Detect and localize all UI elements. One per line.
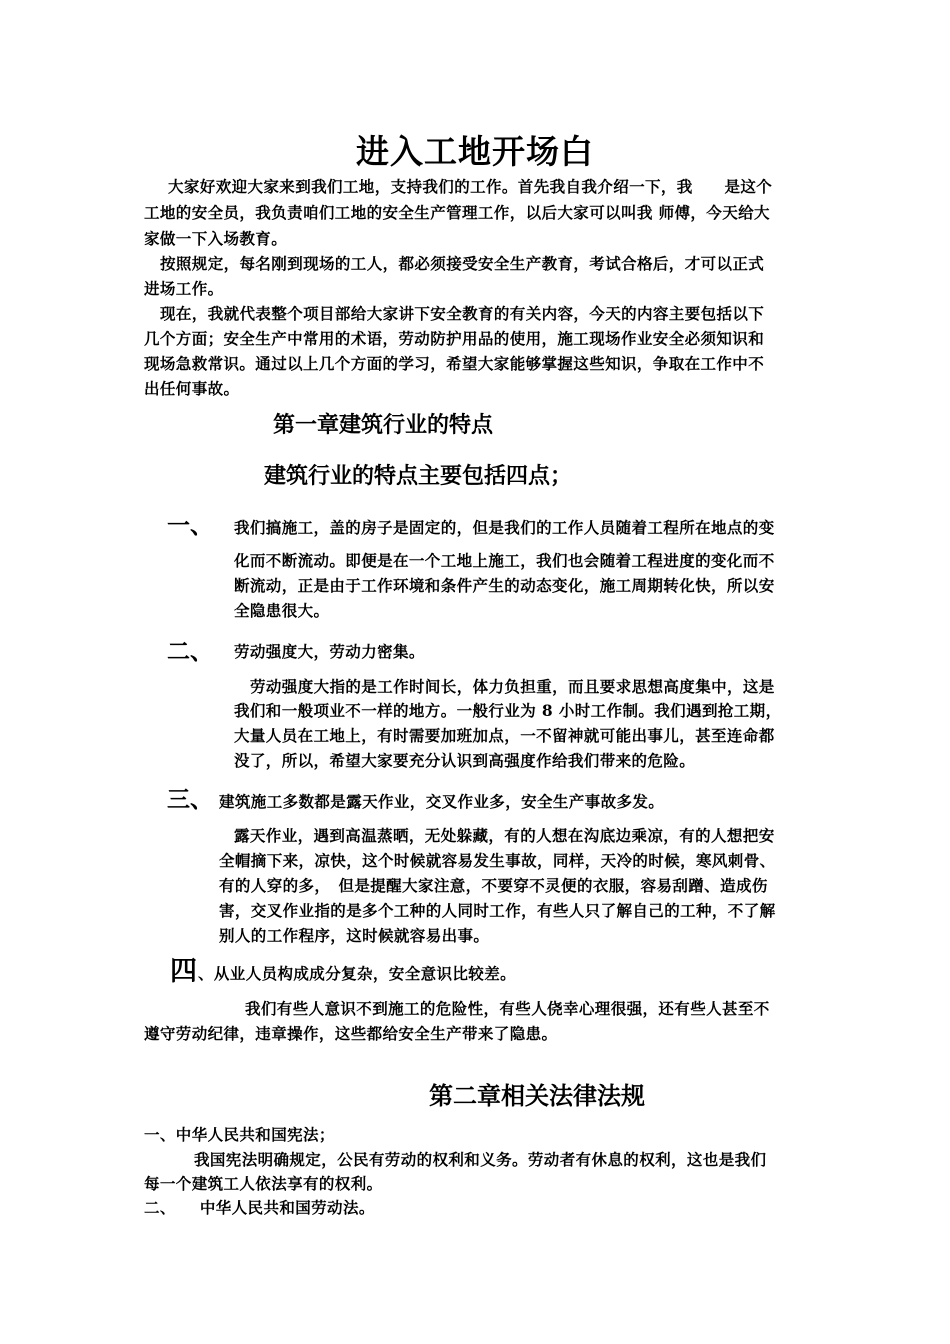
item-line: 我们和一般项业不一样的地方。一般行业为 8 小时工作制。我们遇到抢工期， xyxy=(234,701,782,720)
item-number: 二、 xyxy=(167,638,213,665)
law-heading: 二、 中华人民共和国劳动法。 xyxy=(144,1198,375,1217)
item-number: 四 xyxy=(170,956,197,987)
intro-line: 大家好欢迎大家来到我们工地，支持我们的工作。首先我自我介绍一下，我 是这个 xyxy=(168,177,773,196)
intro-line: 家做一下入场教育。 xyxy=(144,229,288,248)
item-line: 有的人穿的多， 但是提醒大家注意，不要穿不灵便的衣服，容易刮蹭、造成伤 xyxy=(219,876,768,895)
item-line: 大量人员在工地上，有时需要加班加点，一不留神就可能出事儿，甚至连命都 xyxy=(234,726,775,745)
item-heading: 、从业人员构成成分复杂，安全意识比较差。 xyxy=(198,964,517,983)
item-line: 别人的工作程序，这时候就容易出事。 xyxy=(219,926,490,945)
item-line: 没了，所以，希望大家要充分认识到高强度作给我们带来的危险。 xyxy=(234,751,696,770)
law-line: 我国宪法明确规定，公民有劳动的权利和义务。劳动者有休息的权利，这也是我们 xyxy=(194,1150,767,1169)
item-line: 断流动，正是由于工作环境和条件产生的动态变化，施工周期转化快，所以安 xyxy=(234,576,775,595)
item-heading: 建筑施工多数都是露天作业，交叉作业多，安全生产事故多发。 xyxy=(219,792,665,811)
intro-line: 工地的安全员，我负责咱们工地的安全生产管理工作，以后大家可以叫我 师傅，今天给大 xyxy=(144,203,770,222)
item-line: 全隐患很大。 xyxy=(234,601,330,620)
law-line: 每一个建筑工人依法享有的权利。 xyxy=(144,1174,383,1193)
intro-line: 进场工作。 xyxy=(144,279,224,298)
intro-line: 现在，我就代表整个项目部给大家讲下安全教育的有关内容，今天的内容主要包括以下 xyxy=(160,304,765,323)
item-line: 我们搞施工，盖的房子是固定的，但是我们的工作人员随着工程所在地点的变 xyxy=(234,518,775,537)
item-number: 三、 xyxy=(167,786,213,813)
item-line: 害，交叉作业指的是多个工种的人同时工作，有些人只了解自己的工种，不了解 xyxy=(219,901,776,920)
document-title: 进入工地开场白 xyxy=(356,132,594,171)
intro-line: 现场急救常识。通过以上几个方面的学习，希望大家能够掌握这些知识，争取在工作中不 xyxy=(144,354,765,373)
item-line: 全帽摘下来，凉快，这个时候就容易发生事故，同样，天冷的时候，寒风刺骨、 xyxy=(219,851,776,870)
item-line: 遵守劳动纪律，违章操作，这些都给安全生产带来了隐患。 xyxy=(144,1024,558,1043)
item-heading: 劳动强度大，劳动力密集。 xyxy=(234,642,425,661)
law-heading: 一、中华人民共和国宪法； xyxy=(144,1125,335,1144)
intro-line: 出任何事故。 xyxy=(144,379,240,398)
intro-line: 几个方面；安全生产中常用的术语，劳动防护用品的使用，施工现场作业安全必须知识和 xyxy=(144,329,765,348)
item-line: 劳动强度大指的是工作时间长，体力负担重，而且要求思想高度集中，这是 xyxy=(250,677,775,696)
intro-line: 按照规定，每名刚到现场的工人，都必须接受安全生产教育，考试合格后，才可以正式 xyxy=(160,254,765,273)
chapter-subheading: 建筑行业的特点主要包括四点； xyxy=(264,463,573,489)
item-number: 一、 xyxy=(167,512,213,539)
item-line: 露天作业，遇到高温蒸晒，无处躲藏，有的人想在沟底边乘凉，有的人想把安 xyxy=(234,826,775,845)
chapter-heading: 第一章建筑行业的特点 xyxy=(273,412,494,438)
item-line: 我们有些人意识不到施工的危险性，有些人侥幸心理很强，还有些人甚至不 xyxy=(245,999,770,1018)
item-line: 化而不断流动。即便是在一个工地上施工，我们也会随着工程进度的变化而不 xyxy=(234,551,775,570)
chapter-heading: 第二章相关法律法规 xyxy=(429,1081,645,1110)
